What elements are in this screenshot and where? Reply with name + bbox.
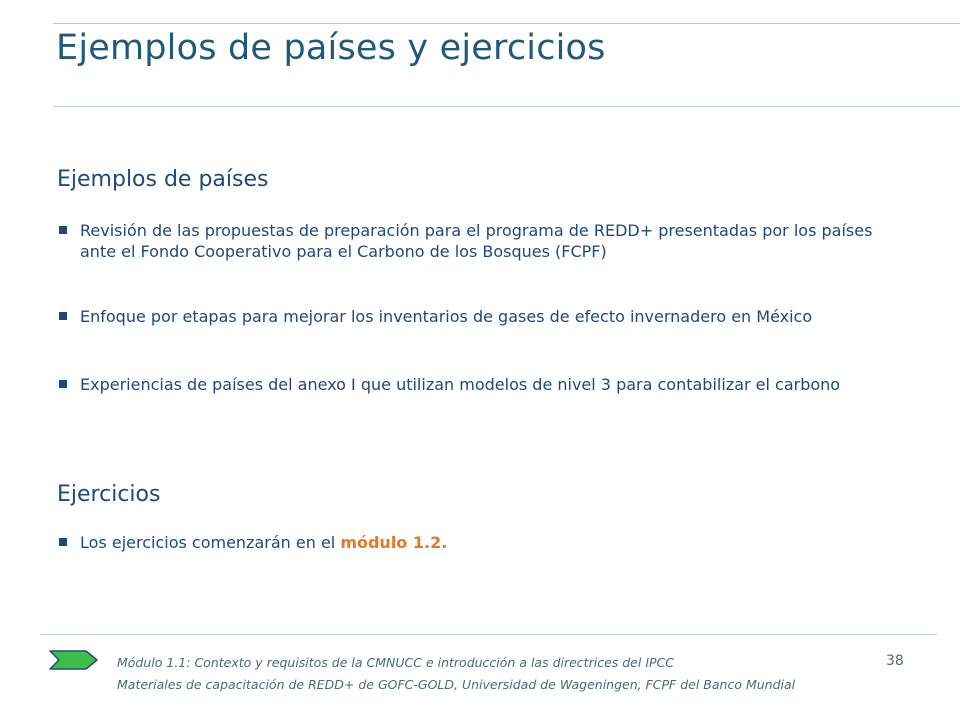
bullet-item: [57, 374, 910, 395]
bullet-text: Experiencias de países del anexo I que utilizan modelos de nivel 3 para contabilizar el carbono: [80, 375, 841, 394]
slide-title: Ejemplos de países y ejercicios: [56, 28, 606, 68]
footer-credits-text: Materiales de capacitación de REDD+ de GOFC-GOLD, Universidad de Wageningen, FCPF del Banco Mundial: [117, 677, 796, 692]
bullet-item: [57, 306, 910, 327]
bullet-item: [57, 220, 910, 262]
title-divider: [53, 106, 960, 107]
bullet-item: [57, 532, 910, 553]
bullet-text: Los ejercicios comenzarán en el: [80, 533, 341, 552]
page-number: 38: [886, 653, 904, 669]
square-bullet-icon: [59, 538, 67, 546]
footer-divider: [40, 634, 937, 635]
section-heading-countries: Ejemplos de países: [57, 167, 269, 192]
top-divider: [53, 23, 960, 24]
square-bullet-icon: [59, 380, 67, 388]
green-chevron-arrow-icon: [48, 649, 100, 671]
square-bullet-icon: [59, 226, 67, 234]
bullet-text: Revisión de las propuestas de preparación para el programa de REDD+ presentadas por los países ante el Fondo Cooperativo para el Carbono de los Bosques (FCPF): [80, 221, 873, 261]
bullet-text: Enfoque por etapas para mejorar los inventarios de gases de efecto invernadero en México: [80, 307, 813, 326]
square-bullet-icon: [59, 312, 67, 320]
section-heading-exercises: Ejercicios: [57, 482, 161, 507]
footer-module-text: Módulo 1.1: Contexto y requisitos de la CMNUCC e introducción a las directrices del IPCC: [117, 655, 674, 670]
module-highlight: módulo 1.2.: [340, 533, 448, 552]
